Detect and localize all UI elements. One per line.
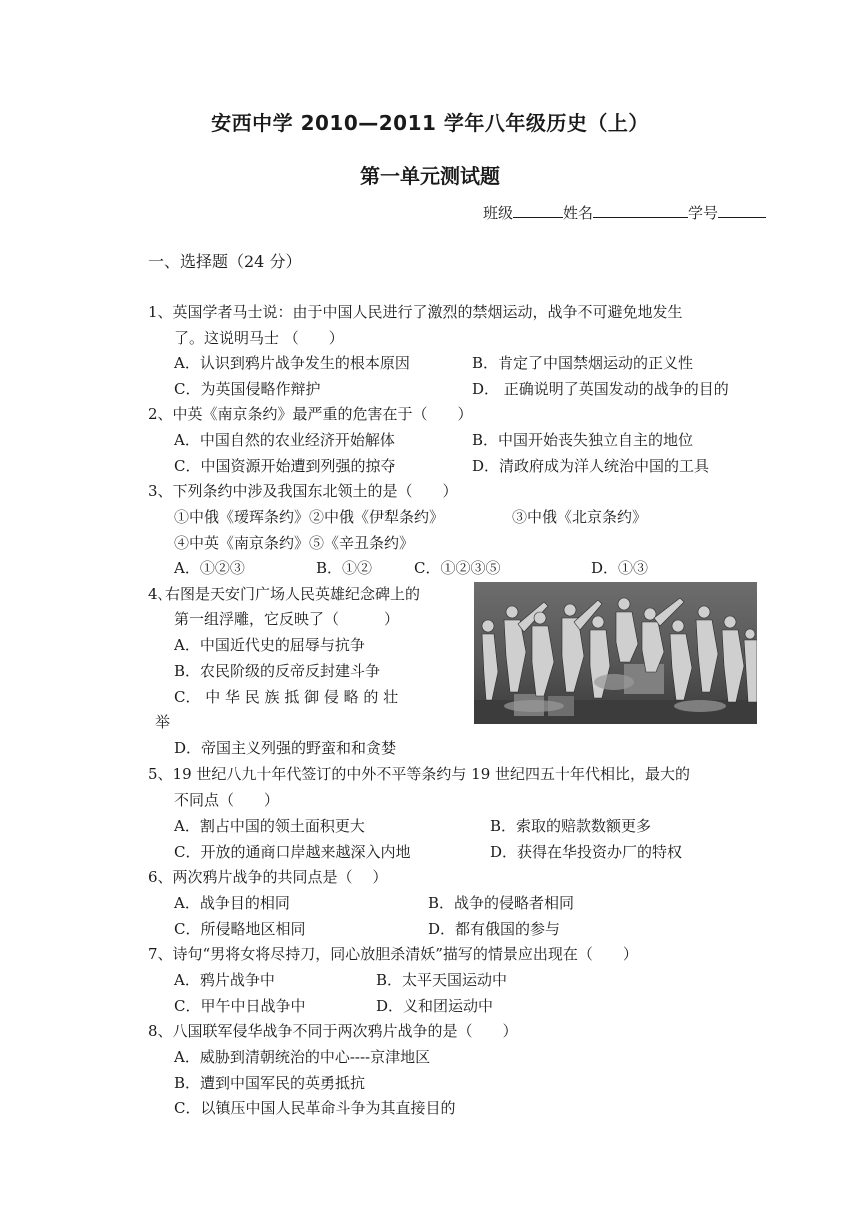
q2-option-b: B．中国开始丧失独立自主的地位 [472, 431, 694, 449]
student-info-line [483, 200, 766, 223]
q6-option-a: A．战争目的相同 [174, 894, 290, 912]
q5-option-d: D．获得在华投资办厂的特权 [490, 843, 683, 861]
name-label: 姓名 [562, 204, 593, 222]
q8-option-a: A．威胁到清朝统治的中心----京津地区 [174, 1048, 431, 1066]
q3-list-line1a: ①中俄《瑷珲条约》②中俄《伊犁条约》 [174, 508, 445, 526]
q4-stem-line2: 第一组浮雕，它反映了（ ） [174, 610, 400, 628]
q7-option-d: D．义和团运动中 [376, 997, 494, 1015]
q1-stem-line1: 1、英国学者马士说：由于中国人民进行了激烈的禁烟运动，战争不可避免地发生 [148, 303, 683, 321]
q1-option-b: B．肯定了中国禁烟运动的正义性 [472, 354, 694, 372]
q5-stem-line1: 5、19 世纪八九十年代签订的中外不平等条约与 19 世纪四五十年代相比，最大的 [148, 765, 691, 783]
q3-stem: 3、下列条约中涉及我国东北领土的是（ ） [148, 482, 458, 500]
q6-stem: 6、两次鸦片战争的共同点是（ ） [148, 868, 388, 886]
q2-stem: 2、中英《南京条约》最严重的危害在于（ ） [148, 405, 473, 423]
q5-option-a: A．割占中国的领土面积更大 [174, 817, 365, 835]
q7-option-a: A．鸦片战争中 [174, 971, 275, 989]
q1-option-a: A．认识到鸦片战争发生的根本原因 [174, 354, 410, 372]
q1-option-d: D． 正确说明了英国发动的战争的目的 [472, 380, 729, 398]
monument-relief-image [474, 582, 757, 724]
q1-option-c: C．为英国侵略作辩护 [174, 380, 321, 398]
q4-stem-line1: 4､右图是天安门广场人民英雄纪念碑上的 [148, 585, 421, 603]
q3-option-a: A．①②③ [174, 559, 245, 577]
q7-option-b: B．太平天国运动中 [376, 971, 508, 989]
q5-option-b: B．索取的赔款数额更多 [490, 817, 652, 835]
q3-option-d: D．①③ [591, 559, 649, 577]
q7-stem: 7、诗句“男将女将尽持刀，同心放胆杀清妖”描写的情景应出现在（ ） [148, 945, 638, 963]
q5-stem-line2: 不同点（ ） [174, 791, 280, 809]
q8-stem: 8、八国联军侵华战争不同于两次鸦片战争的是（ ） [148, 1022, 518, 1040]
q6-option-b: B．战争的侵略者相同 [428, 894, 575, 912]
exam-subtitle: 第一单元测试题 [360, 164, 500, 188]
id-blank[interactable] [718, 200, 766, 218]
q4-option-a: A．中国近代史的屈辱与抗争 [174, 636, 365, 654]
exam-title: 安西中学 2010—2011 学年八年级历史（上） [211, 111, 649, 135]
q3-list-line1b: ③中俄《北京条约》 [512, 508, 648, 526]
class-blank[interactable] [513, 200, 563, 218]
class-label: 班级 [482, 204, 513, 222]
q7-option-c: C．甲午中日战争中 [174, 997, 306, 1015]
q4-option-c-line1: C． 中 华 民 族 抵 御 侵 略 的 壮 [174, 688, 399, 706]
q2-option-d: D．清政府成为洋人统治中国的工具 [472, 457, 710, 475]
q8-option-c: C．以镇压中国人民革命斗争为其直接目的 [174, 1099, 456, 1117]
q3-option-b: B．①② [316, 559, 373, 577]
id-label: 学号 [687, 204, 718, 222]
q5-option-c: C．开放的通商口岸越来越深入内地 [174, 843, 411, 861]
q3-list-line2: ④中英《南京条约》⑤《辛丑条约》 [174, 534, 415, 552]
q6-option-c: C．所侵略地区相同 [174, 920, 306, 938]
q2-option-c: C．中国资源开始遭到列强的掠夺 [174, 457, 396, 475]
q1-stem-line2: 了。这说明马士 （ ） [174, 329, 344, 347]
q6-option-d: D．都有俄国的参与 [428, 920, 561, 938]
section-heading: 一、选择题（24 分） [148, 252, 302, 271]
q8-option-b: B．遭到中国军民的英勇抵抗 [174, 1074, 366, 1092]
name-blank[interactable] [593, 200, 688, 218]
q4-option-b: B．农民阶级的反帝反封建斗争 [174, 662, 381, 680]
q2-option-a: A．中国自然的农业经济开始解体 [174, 431, 395, 449]
q4-option-d: D．帝国主义列强的野蛮和和贪婪 [174, 739, 397, 757]
q3-option-c: C．①②③⑤ [414, 559, 501, 577]
q4-option-c-line2: 举 [155, 713, 171, 731]
